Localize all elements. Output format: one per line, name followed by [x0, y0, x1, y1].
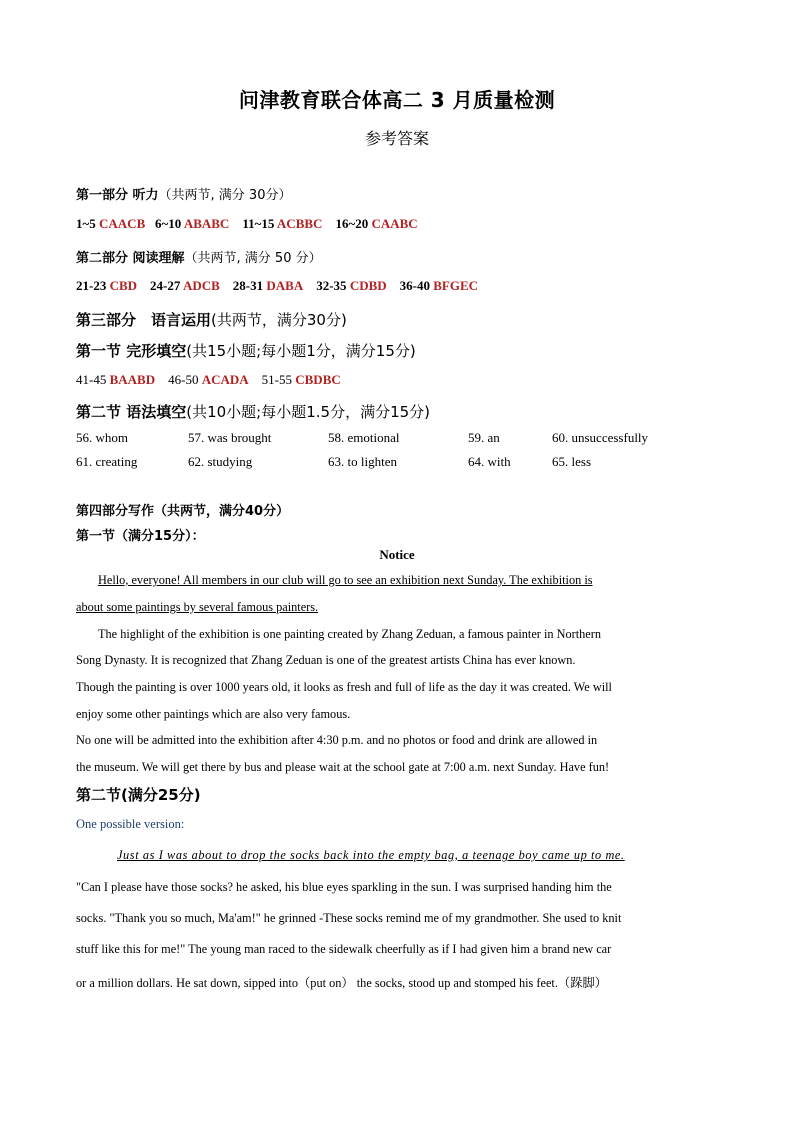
story-line: stuff like this for me!" The young man raced to the sidewalk cheerfully as if I had given him a brand new car [76, 942, 612, 956]
grammar-answer: 63. to lighten [328, 454, 397, 469]
part2-answers [76, 278, 478, 294]
page-subtitle: 参考答案 [364, 129, 429, 148]
part2-note: （共两节, 满分 50 分） [184, 251, 322, 266]
part2-range: 32-35 [316, 278, 347, 293]
part2-key: ADCB [182, 278, 220, 293]
part1-key: CAACB [99, 216, 146, 231]
cloze-key: ACADA [201, 372, 249, 387]
part1-range: 6~10 [155, 216, 182, 231]
grammar-label: 第二节 语法填空 [76, 403, 187, 421]
grammar-answer: 65. less [552, 454, 591, 469]
grammar-heading [76, 401, 430, 422]
part3-heading [76, 309, 347, 330]
part2-range: 28-31 [232, 278, 264, 293]
grammar-answer: 57. was brought [188, 430, 272, 445]
part1-key: CAABC [371, 216, 418, 231]
grammar-answer: 59. an [468, 430, 500, 445]
part2-key: DABA [266, 278, 304, 293]
grammar-note: (共10小题;每小题1.5分，满分15分) [186, 403, 431, 421]
part3-label: 第三部分 语言运用 [76, 311, 212, 329]
cloze-range: 51-55 [261, 372, 292, 387]
possible-version-label: One possible version: [76, 817, 185, 831]
cloze-note: (共15小题;每小题1分，满分15分) [186, 342, 416, 360]
notice-line: Though the painting is over 1000 years old, it looks as fresh and full of life as the day it was created. We will [76, 680, 612, 694]
part2-key: BFGEC [433, 278, 479, 293]
part2-range: 36-40 [399, 278, 430, 293]
part1-note: （共两节, 满分 30分） [158, 188, 292, 203]
grammar-answer: 64. with [468, 454, 511, 469]
story-line: or a million dollars. He sat down, sipped into（put on） the socks, stood up and stomped his feet.（跺脚） [76, 976, 608, 990]
cloze-range: 41-45 [76, 372, 107, 387]
grammar-answer: 62. studying [188, 454, 253, 469]
part2-range: 24-27 [150, 278, 181, 293]
part1-key: ABABC [183, 216, 230, 231]
cloze-heading [76, 340, 416, 361]
part1-range: 16~20 [335, 216, 369, 231]
writing-section1-heading: 第一节（满分15分）： [76, 529, 205, 544]
notice-line: Song Dynasty. It is recognized that Zhang Zeduan is one of the greatest artists China has ever known. [76, 653, 576, 667]
part1-range: 11~15 [242, 216, 275, 231]
grammar-answer: 61. creating [76, 454, 138, 469]
notice-title: Notice [379, 547, 415, 562]
writing-section2-label: 第二节(满分25分) [76, 786, 201, 804]
notice-line: Hello, everyone! All members in our club will go to see an exhibition next Sunday. The exhibition is [98, 573, 593, 587]
notice-line: No one will be admitted into the exhibition after 4:30 p.m. and no photos or food and drink are allowed in [76, 733, 598, 747]
part2-range: 21-23 [76, 278, 107, 293]
part2-key: CBD [109, 278, 138, 293]
page-title: 问津教育联合体高二 3 月质量检测 [238, 88, 556, 112]
part4-heading: 第四部分写作（共两节，满分40分） [76, 504, 290, 519]
cloze-answers [76, 372, 341, 388]
part2-heading [76, 247, 322, 266]
part3-note: (共两节，满分30分) [211, 311, 347, 329]
notice-line: The highlight of the exhibition is one painting created by Zhang Zeduan, a famous painter in Northern [98, 627, 602, 641]
cloze-label: 第一节 完形填空 [76, 342, 187, 360]
part1-answers [76, 216, 418, 232]
part2-label: 第二部分 阅读理解 [76, 251, 185, 266]
cloze-key: BAABD [109, 372, 156, 387]
cloze-range: 46-50 [168, 372, 199, 387]
part1-range: 1~5 [76, 216, 96, 231]
cloze-key: CBDBC [295, 372, 341, 387]
writing-section2-heading [76, 784, 201, 805]
story-line: socks. "Thank you so much, Ma'am!" he grinned -These socks remind me of my grandmother. She used to knit [76, 911, 622, 925]
story-line: "Can I please have those socks? he asked, his blue eyes sparkling in the sun. I was surprised handing him the [76, 880, 612, 894]
story-first-line: Just as I was about to drop the socks back into the empty bag, a teenage boy came up to me. [117, 848, 625, 862]
grammar-answer: 60. unsuccessfully [552, 430, 649, 445]
notice-line: about some paintings by several famous painters. [76, 600, 319, 614]
notice-line: the museum. We will get there by bus and please wait at the school gate at 7:00 a.m. next Sunday. Have fun! [76, 760, 610, 774]
part2-key: CDBD [349, 278, 387, 293]
grammar-answer: 56. whom [76, 430, 128, 445]
part1-heading [76, 184, 291, 203]
grammar-answer: 58. emotional [328, 430, 400, 445]
notice-line: enjoy some other paintings which are also very famous. [76, 707, 351, 721]
part1-label: 第一部分 听力 [76, 188, 159, 203]
part1-key: ACBBC [276, 216, 323, 231]
